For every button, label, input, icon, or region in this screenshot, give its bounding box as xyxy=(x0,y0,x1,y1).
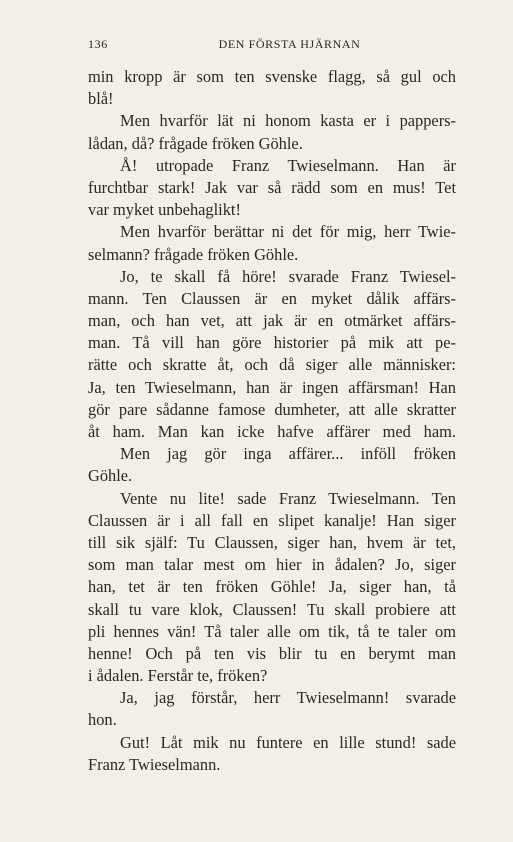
text-line: som man talar mest om hier in ådalen? Jo, siger xyxy=(88,555,456,575)
text-line: gör pare sådanne famose dumheter, att alle skratter xyxy=(88,399,456,419)
text-line: i ådalen. Ferstår te, fröken? xyxy=(88,666,268,686)
text-line: pli hennes vän! Tå taler alle om tik, tå te taler om xyxy=(88,621,456,641)
text-line: Men hvarför lät ni honom kasta er i pappers- xyxy=(120,111,456,131)
text-line: Ja, jag förstår, herr Twieselmann! svarade xyxy=(120,688,456,708)
text-line: man. Tå vill han göre historier på mik att pe- xyxy=(88,333,456,353)
text-line: Gut! Låt mik nu funtere en lille stund! sade xyxy=(120,732,456,752)
text-line: rätte och skratte åt, och då siger alle människer: xyxy=(88,355,456,375)
text-line: Å! utropade Franz Twieselmann. Han är xyxy=(120,155,456,175)
text-line: lådan, då? frågade fröken Göhle. xyxy=(88,133,303,153)
text-line: Vente nu lite! sade Franz Twieselmann. Ten xyxy=(120,488,456,508)
text-line: furchtbar stark! Jak var så rädd som en mus! Tet xyxy=(88,177,456,197)
text-line: åt ham. Man kan icke hafve affärer med ham. xyxy=(88,422,456,441)
text-line: Franz Twieselmann. xyxy=(88,754,221,774)
text-line: selmann? frågade fröken Göhle. xyxy=(88,244,299,264)
running-title: DEN FÖRSTA HJÄRNAN xyxy=(218,37,361,51)
text-line: han, tet är ten fröken Göhle! Ja, siger han, tå xyxy=(88,577,456,597)
text-line: henne! Och på ten vis blir tu en berymt man xyxy=(88,643,456,663)
text-line: Men hvarför berättar ni det för mig, herr Twie- xyxy=(120,222,456,242)
text-line: blå! xyxy=(88,89,114,109)
text-line: hon. xyxy=(88,710,117,730)
page-header xyxy=(88,37,451,57)
text-line: man, och han vet, att jak är en otmärket affärs- xyxy=(88,311,456,331)
text-line: mann. Ten Claussen är en myket dålik affärs- xyxy=(88,288,456,308)
text-line: Göhle. xyxy=(88,466,133,486)
body-text xyxy=(88,66,456,776)
text-line: till sik själf: Tu Claussen, siger han, hvem är tet, xyxy=(88,532,456,552)
text-line: var myket unbehaglikt! xyxy=(88,200,241,220)
page-number: 136 xyxy=(88,37,108,51)
text-line: skall tu vare klok, Claussen! Tu skall probiere att xyxy=(88,599,456,619)
text-line: Men jag gör inga affärer... inföll fröken xyxy=(120,444,456,464)
text-line: min kropp är som ten svenske flagg, så gul och xyxy=(88,67,456,86)
text-line: Jo, te skall få höre! svarade Franz Twiesel- xyxy=(120,266,456,286)
text-line: Claussen är i all fall en slipet kanalje! Han siger xyxy=(88,510,456,530)
text-line: Ja, ten Twieselmann, han är ingen affärsman! Han xyxy=(88,377,456,397)
